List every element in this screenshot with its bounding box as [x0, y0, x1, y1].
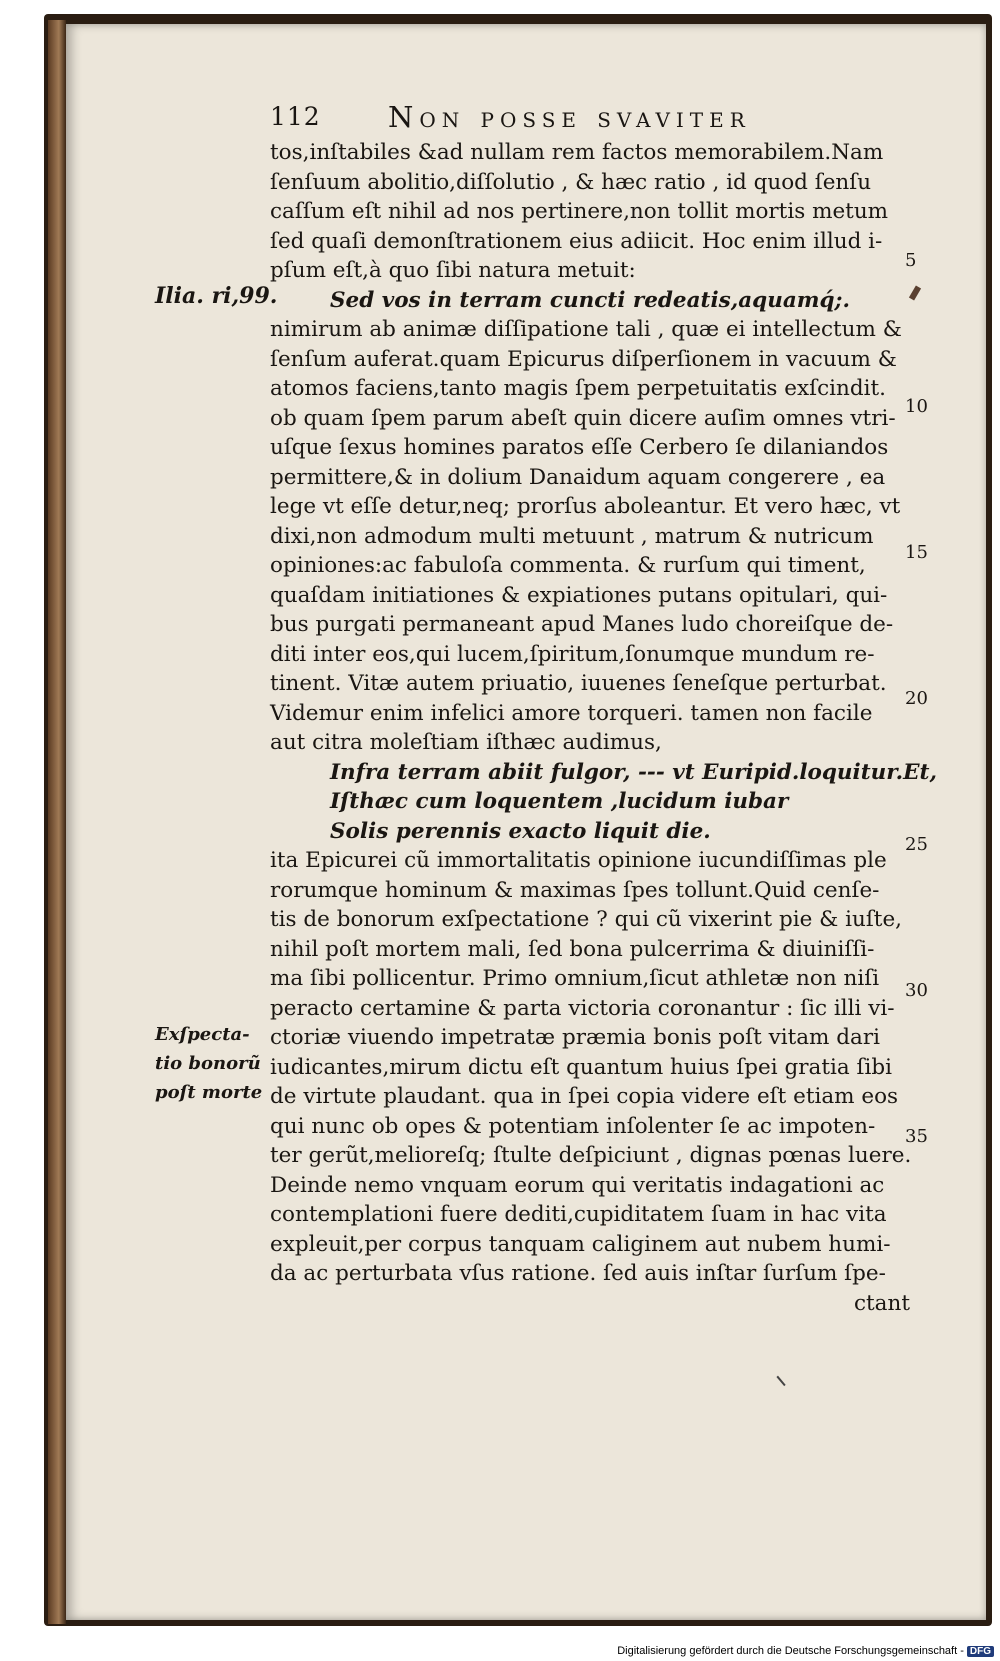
line-number: 25 — [905, 834, 928, 855]
text-line: caſſum eſt nihil ad nos pertinere,non tollit mortis metum — [270, 199, 889, 224]
text-line: ſenſuum abolitio,diſſolutio , & hæc ratio , id quod ſenſu — [270, 169, 872, 195]
text-line: quaſdam initiationes & expiationes putans opitulari, qui- — [270, 582, 888, 608]
text-line: ſenſum auferat.quam Epicurus diſperſionem in vacuum & — [270, 346, 897, 372]
text-line: iudicantes,mirum dictu eſt quantum huius ſpei gratia ſibi — [270, 1054, 892, 1080]
margin-reference: Ilia. ri,99. — [155, 283, 278, 309]
text-line: permittere,& in dolium Danaidum aquam congerere , ea — [270, 464, 886, 490]
text-line: lege vt eſſe detur,neq; prorſus aboleantur. Et vero hæc, vt — [270, 494, 901, 519]
credit-text: Digitalisierung gefördert durch die Deutsche Forschungsgemeinschaft - — [617, 1645, 964, 1657]
text-line: Videmur enim infelici amore torqueri. tamen non facile — [270, 700, 873, 726]
text-line: ſed quaſi demonſtrationem eius adiicit. Hoc enim illud i- — [270, 228, 883, 254]
text-line: pſum eſt,à quo ſibi natura metuit: — [270, 258, 636, 283]
text-line: peracto certamine & parta victoria coronantur : ſic illi vi- — [270, 995, 895, 1021]
text-line: nihil poſt mortem mali, ſed bona pulcerrima & diuiniſſi- — [270, 936, 875, 962]
text-line: ita Epicurei cũ immortalitatis opinione iucundiſſimas ple — [270, 848, 887, 873]
catchword: ctant — [854, 1290, 910, 1316]
line-number: 20 — [905, 688, 928, 709]
verse-line: Infra terram abiit fulgor, --- vt Euripid.loquitur.Et, — [330, 759, 937, 785]
running-title: Non posse svaviter — [388, 100, 751, 134]
text-line: qui nunc ob opes & potentiam inſolenter ſe ac impoten- — [270, 1113, 876, 1139]
line-number: 15 — [905, 542, 928, 563]
text-line: contemplationi fuere dediti,cupiditatem ſuam in hac vita — [270, 1202, 887, 1227]
text-line: rorumque hominum & maximas ſpes tollunt.Quid cenſe- — [270, 877, 880, 903]
text-line: expleuit,per corpus tanquam caliginem aut nubem humi- — [270, 1231, 891, 1257]
line-number: 35 — [905, 1126, 928, 1147]
margin-note-line: Exſpecta- — [155, 1024, 250, 1045]
text-line: tos,inſtabiles &ad nullam rem factos memorabilem.Nam — [270, 140, 884, 165]
text-line: ob quam ſpem parum abeſt quin dicere auſim omnes vtri- — [270, 405, 896, 431]
line-number: 30 — [905, 980, 928, 1001]
text-line: opiniones:ac fabuloſa commenta. & rurſum qui timent, — [270, 553, 866, 578]
page-gutter-edge — [48, 20, 66, 1624]
text-line: atomos faciens,tanto magis ſpem perpetuitatis exſcindit. — [270, 376, 886, 401]
text-line: bus purgati permaneant apud Manes ludo choreiſque de- — [270, 612, 894, 637]
text-line: tinent. Vitæ autem priuatio, iuuenes ſeneſque perturbat. — [270, 671, 887, 696]
text-line: ter gerũt,melioreſq; ſtulte deſpiciunt , dignas pœnas luere. — [270, 1143, 912, 1168]
line-number: 10 — [905, 396, 928, 417]
verse-line: Iſthæc cum loquentem ,lucidum iubar — [330, 789, 789, 814]
text-line: da ac perturbata vſus ratione. ſed auis inſtar ſurſum ſpe- — [270, 1261, 886, 1286]
text-line: tis de bonorum exſpectatione ? qui cũ vixerint pie & iuſte, — [270, 907, 903, 932]
verse-line: Solis perennis exacto liquit die. — [330, 818, 711, 844]
text-line: de virtute plaudant. qua in ſpei copia videre eſt etiam eos — [270, 1084, 899, 1109]
running-head — [270, 100, 890, 134]
text-line: ctoriæ viuendo impetratæ præmia bonis poſt vitam dari — [270, 1025, 881, 1050]
dfg-logo: DFG — [967, 1646, 994, 1657]
text-line: dixi,non admodum multi metuunt , matrum & nutricum — [270, 523, 874, 549]
text-line: uſque ſexus homines paratos eſſe Cerbero ſe dilaniandos — [270, 435, 889, 460]
line-number: 5 — [905, 250, 917, 271]
text-line: aut citra moleſtiam iſthæc audimus, — [270, 730, 662, 755]
text-line: ma ſibi pollicentur. Primo omnium,ſicut athletæ non niſi — [270, 966, 880, 991]
body-text — [270, 138, 937, 1318]
margin-note-line: poſt morte — [155, 1082, 263, 1103]
line-numbers — [905, 0, 945, 1600]
text-line: nimirum ab animæ diſſipatione tali , quæ ei intellectum & — [270, 317, 902, 342]
margin-note-line: tio bonorũ — [155, 1053, 261, 1074]
page-number: 112 — [270, 102, 321, 131]
margin-note — [155, 1020, 262, 1107]
digitization-credit — [617, 1645, 994, 1657]
text-line: Deinde nemo vnquam eorum qui veritatis indagationi ac — [270, 1172, 885, 1198]
text-line: diti inter eos,qui lucem,ſpiritum,ſonumque mundum re- — [270, 641, 875, 667]
verse-line: Sed vos in terram cuncti redeatis,aquamq́;. — [330, 287, 850, 313]
